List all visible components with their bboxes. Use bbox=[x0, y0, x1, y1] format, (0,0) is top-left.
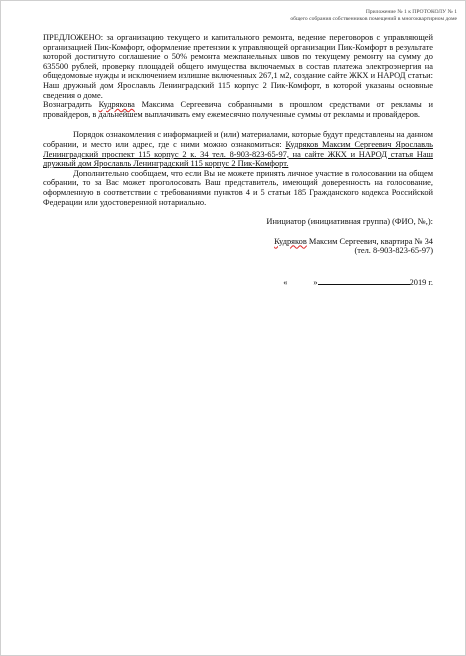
procedure-contact-link[interactable]: Кудряков Максим Сергеевич Ярославль Ленинградский проспект 115 корпус 2 к. 34 тел. 8-903-823-65-97, на сайте ЖКХ и НАРОД статья Наш дружный дом Ярославль Ленинградский 115 корпус 2 Пик-Комфорт. bbox=[43, 139, 433, 169]
reward-person-name: Кудрякова bbox=[98, 100, 135, 110]
procedure-text: Порядок ознакомления с информацией и (или) материалами, которые будут представлены на данном собрании, и место или адрес, где с ними можно ознакомиться: bbox=[43, 130, 433, 149]
proposal-paragraph: ПРЕДЛОЖЕНО: за организацию текущего и капитального ремонта, ведение переговоров с управляющей организацией Пик-Комфорт, оформление претензии к управляющей организации Пик-Комфорт в результате которой достигнуто соглашение о 50% ремонта межпанельных швов по текущему ремонту на сумму до 635500 рублей, проверку площадей общего имущества включаемых в состав платежа электроэнергия на общедомовые нужды и исключением излишне включенных 267,1 м2, создание сайте ЖКХ и НАРОД статьи: Наш дружный дом Ярославль Ленинградский 115 корпус 2 Пик-Комфорт, в которой указаны основные сведения о доме. bbox=[43, 33, 433, 100]
date-month-blank bbox=[318, 277, 410, 285]
date-year: 2019 г. bbox=[409, 277, 433, 287]
date-close-quote: » bbox=[313, 277, 318, 287]
proxy-paragraph: Дополнительно сообщаем, что если Вы не можете принять личное участие в голосовании на общем собрании, то за Вас может проголосовать Ваш представитель, имеющий доверенность на голосование, оформленную в соответствии с требованиями пунктов 4 и 5 статьи 185 Гражданского кодекса Российской Федерации или удостоверенной нотариально. bbox=[43, 168, 433, 207]
date-open-quote: « bbox=[283, 277, 288, 287]
reward-text-end: Максима Сергеевича собранными в прошлом средствами от рекламы и провайдеров, в дальнейшем выплачивать ему ежемесячно полученные суммы от рекламы и провайдеров. bbox=[43, 100, 434, 119]
procedure-paragraph bbox=[43, 130, 433, 168]
date-line bbox=[43, 277, 433, 288]
header-protocol-line: Приложение № 1 к ПРОТОКОЛУ № 1 bbox=[365, 9, 457, 15]
header-meeting-line: общего собрания собственников помещений в многоквартирном доме bbox=[290, 16, 457, 22]
reward-paragraph bbox=[43, 100, 433, 119]
initiator-label: Инициатор (инициативная группа) (ФИО, №,): bbox=[266, 217, 433, 227]
document-header bbox=[290, 9, 457, 23]
reward-text-start: Вознаградить bbox=[43, 100, 99, 110]
initiator-name-rest: Максим Сергеевич, квартира № 34 bbox=[306, 236, 433, 246]
initiator-surname: Кудряков bbox=[274, 236, 307, 246]
initiator-name-line bbox=[43, 237, 433, 247]
initiator-phone: (тел. 8-903-823-65-97) bbox=[354, 246, 433, 256]
document-body bbox=[43, 33, 433, 287]
